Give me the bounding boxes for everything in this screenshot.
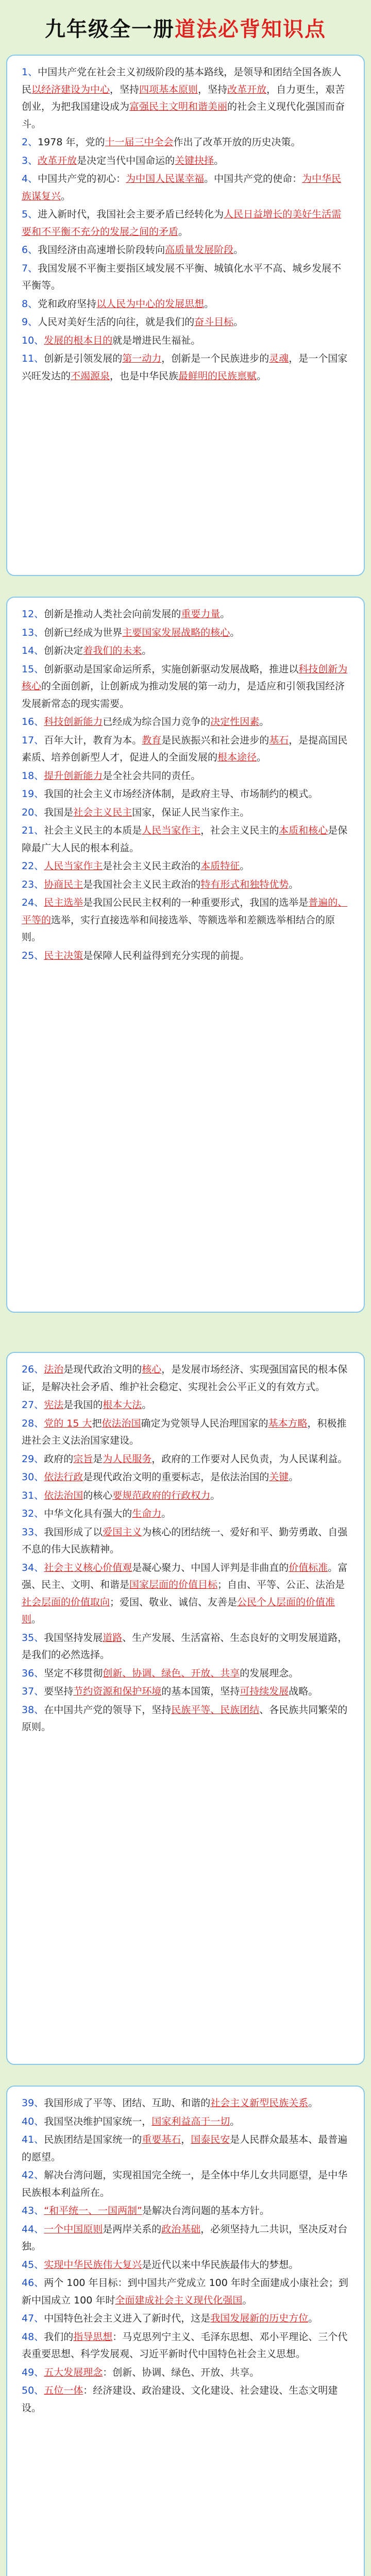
highlight-text: 指导思想 — [73, 2331, 113, 2343]
item-number: 6、 — [22, 244, 38, 256]
item-number: 36、 — [22, 1667, 44, 1679]
body-text: 。 — [178, 226, 189, 238]
highlight-text: 科技创新能力 — [44, 716, 103, 727]
item-number: 3、 — [22, 155, 38, 166]
knowledge-item — [22, 1560, 349, 1629]
highlight-text: 国泰民安 — [191, 2134, 230, 2145]
knowledge-item — [22, 171, 349, 205]
item-number: 10、 — [22, 334, 44, 346]
highlight-text: 为人民服务 — [103, 1453, 152, 1465]
body-text: 是保障人民利益得到充分实现的前提。 — [83, 950, 250, 961]
highlight-text: 不竭源泉 — [71, 370, 110, 382]
body-text: 1978 年，党的 — [38, 137, 105, 148]
highlight-text: 公民个人层面的价值准则 — [22, 1596, 335, 1625]
highlight-text: 普遍的、平等的 — [22, 897, 348, 926]
page-title — [0, 0, 371, 55]
body-text: 创新已经成为世界 — [44, 626, 123, 638]
knowledge-item — [22, 894, 349, 946]
highlight-text: 着我们的未来 — [83, 645, 142, 656]
knowledge-item — [22, 2113, 349, 2131]
item-number: 2、 — [22, 137, 38, 148]
item-number: 49、 — [22, 2366, 44, 2378]
highlight-text: 基石 — [269, 734, 289, 746]
body-text: ；爱国、敬业、诚信、友善是 — [110, 1596, 238, 1608]
highlight-text: 人民日益增长的美好生活需要和不平衡不充分的发展之间的矛盾 — [22, 209, 342, 238]
knowledge-item — [22, 64, 349, 133]
body-text: ，是发展市场经济、实现强国富民的根本保证，是解决社会矛盾、维护社会稳定、实现社会公平正义的有效方式。 — [22, 1364, 348, 1393]
body-text: 中国共产党在社会主义初级阶段的基本路线，是领导和团结全国各族人民 — [22, 66, 342, 95]
body-text: 就是增进民生福祉。 — [112, 334, 201, 346]
highlight-text: 一个中国原则 — [44, 2223, 103, 2235]
body-text: 我国形成了平等、团结、互助、和谐的 — [44, 2097, 211, 2109]
body-text: ：马克思列宁主义、毛泽东思想、邓小平理论、三个代表重要思想、科学发展观、习近平新时代中国特色社会主义思想。 — [22, 2331, 348, 2360]
body-text: ，创新是一个民族进步的 — [161, 353, 269, 364]
body-text: 创新决定 — [44, 645, 83, 656]
body-text: 为核心的团结统一、爱好和平、勤劳勇敢、自强不息的伟大民族精神。 — [22, 1526, 348, 1555]
highlight-text: 人民当家作主 — [142, 825, 201, 836]
body-text: 。 — [220, 608, 230, 620]
knowledge-card-1 — [6, 55, 365, 576]
item-number: 30、 — [22, 1471, 44, 1483]
item-number: 7、 — [22, 262, 38, 274]
item-number: 38、 — [22, 1704, 44, 1716]
highlight-text: 节约资源和保护环境 — [73, 1686, 162, 1697]
knowledge-card-2 — [6, 597, 365, 1313]
body-text: ，坚持 — [110, 83, 140, 95]
item-number: 47、 — [22, 2313, 44, 2324]
knowledge-item — [22, 804, 349, 822]
item-number: 23、 — [22, 878, 44, 890]
knowledge-item — [22, 2382, 349, 2417]
body-text: ， — [181, 2134, 191, 2145]
body-text: ；自由、平等、公正、法治是 — [217, 1579, 345, 1590]
item-number: 20、 — [22, 806, 44, 818]
item-number: 42、 — [22, 2170, 44, 2181]
highlight-text: 国家利益高于一切 — [151, 2115, 230, 2127]
highlight-text: 依法治国 — [44, 1489, 83, 1501]
item-number: 26、 — [22, 1364, 44, 1375]
item-number: 39、 — [22, 2097, 44, 2109]
body-text: ，也是中华民族 — [110, 370, 179, 382]
item-number: 31、 — [22, 1489, 44, 1501]
highlight-text: 改革开放 — [38, 155, 77, 166]
highlight-text: 富强民主文明和谐美丽 — [129, 101, 228, 112]
knowledge-item — [22, 206, 349, 241]
item-number: 33、 — [22, 1526, 44, 1538]
highlight-text: 宪法 — [44, 1399, 64, 1411]
body-text: ，是提高国民素质、培养创新型人才，促进人的全面发展的 — [22, 734, 348, 763]
knowledge-item — [22, 314, 349, 331]
item-number: 1、 — [22, 66, 38, 78]
body-text: 是现代政治文明的重要标志，是依法治国的 — [83, 1471, 269, 1483]
highlight-text: 为中国人民谋幸福 — [126, 173, 205, 184]
body-text: 要坚持 — [44, 1686, 74, 1697]
knowledge-card-3 — [6, 1352, 365, 2065]
item-number: 12、 — [22, 608, 44, 620]
body-text: 我国坚持发展 — [44, 1632, 103, 1643]
body-text: 中国共产党的初心： — [38, 173, 126, 184]
knowledge-item — [22, 2221, 349, 2256]
body-text: 国家，保证人民当家作主。 — [132, 806, 250, 818]
item-list — [22, 2095, 349, 2417]
knowledge-item — [22, 858, 349, 875]
highlight-text: 灵魂 — [269, 353, 289, 364]
highlight-text: 发展的根本目的 — [44, 334, 113, 346]
body-text: ，是一个国家兴旺发达的 — [22, 353, 348, 382]
knowledge-item — [22, 1524, 349, 1558]
body-text: 。 — [142, 1399, 152, 1411]
item-list — [22, 606, 349, 964]
highlight-text: 民族平等、民族团结 — [171, 1704, 260, 1716]
knowledge-item — [22, 1487, 349, 1505]
body-text: 已经成为综合国力竞争的 — [103, 716, 211, 727]
item-number: 9、 — [22, 316, 38, 328]
knowledge-item — [22, 876, 349, 894]
highlight-text: 创新、协调、绿色、开放、共享 — [103, 1667, 240, 1679]
item-list — [22, 1361, 349, 1736]
body-text: 是人民群众最基本、最普遍的愿望。 — [22, 2134, 348, 2163]
body-text: ：创新、协调、绿色、开放、共享。 — [103, 2366, 260, 2378]
body-text: 。 — [289, 878, 299, 890]
body-text: 是我国社会主义民主政治的 — [83, 878, 201, 890]
item-number: 13、 — [22, 626, 44, 638]
knowledge-item — [22, 624, 349, 642]
item-number: 4、 — [22, 173, 38, 184]
highlight-text: 党的 15 大 — [44, 1417, 92, 1429]
highlight-text: 重要基石 — [142, 2134, 181, 2145]
knowledge-item — [22, 1361, 349, 1396]
highlight-text: 本质和核心 — [279, 825, 328, 836]
body-text: 我国是 — [44, 806, 74, 818]
highlight-text: 人民当家作主 — [44, 860, 103, 872]
item-number: 27、 — [22, 1399, 44, 1411]
body-text: 民族团结是国家统一的 — [44, 2134, 142, 2145]
item-number: 46、 — [22, 2277, 44, 2289]
highlight-text: 重要力量 — [181, 608, 221, 620]
highlight-text: 法治 — [44, 1364, 64, 1375]
knowledge-item — [22, 768, 349, 785]
body-text: 解决台湾问题，实现祖国完全统一，是全体中华儿女共同愿望，是中华民族根本利益所在。 — [22, 2170, 348, 2198]
body-text: 作出了改革开放的历史决策。 — [173, 137, 301, 148]
body-text: 我国经济由高速增长阶段转向 — [38, 244, 165, 256]
item-number: 21、 — [22, 825, 44, 836]
knowledge-item — [22, 1505, 349, 1523]
knowledge-item — [22, 786, 349, 803]
knowledge-item — [22, 2095, 349, 2112]
body-text: 。 — [308, 2097, 318, 2109]
knowledge-item — [22, 1397, 349, 1414]
item-number: 37、 — [22, 1686, 44, 1697]
highlight-text: 根本大法 — [103, 1399, 142, 1411]
body-text: 。 — [289, 1471, 299, 1483]
item-number: 22、 — [22, 860, 44, 872]
body-text: 。 — [242, 2294, 252, 2306]
body-text: 人民对美好生活的向往，就是我们的 — [38, 316, 195, 328]
highlight-text: 社会主义新型民族关系 — [210, 2097, 309, 2109]
highlight-text: 基本方略 — [268, 1417, 308, 1429]
knowledge-item — [22, 822, 349, 857]
highlight-text: 社会主义核心价值观 — [44, 1562, 132, 1573]
item-number: 18、 — [22, 770, 44, 782]
body-text: 选举，实行直接选举和间接选举、等额选举和差额选举相结合的原则。 — [22, 914, 335, 943]
highlight-text: 本质特征 — [200, 860, 240, 872]
knowledge-item — [22, 2364, 349, 2382]
highlight-text: 道路 — [103, 1632, 123, 1643]
knowledge-item — [22, 1469, 349, 1486]
knowledge-item — [22, 2275, 349, 2309]
item-number: 15、 — [22, 663, 44, 675]
knowledge-item — [22, 1665, 349, 1683]
highlight-text: 主要国家发展战略的核心 — [122, 626, 230, 638]
knowledge-item — [22, 1451, 349, 1468]
body-text: 。 — [161, 1508, 172, 1519]
body-text: 的核心 — [83, 1489, 113, 1501]
knowledge-item — [22, 1630, 349, 1664]
body-text: 。 — [230, 2115, 240, 2127]
highlight-text: 高质量发展阶段 — [165, 244, 234, 256]
item-number: 11、 — [22, 353, 44, 364]
knowledge-item — [22, 2167, 349, 2201]
body-text: 的发展理念。 — [240, 1667, 299, 1679]
highlight-text: 我国发展新的历史方位 — [210, 2313, 309, 2324]
knowledge-item — [22, 152, 349, 170]
highlight-text: 依法治国 — [102, 1417, 141, 1429]
body-text: ，自力更生，艰苦创业，为把我国建设成为 — [22, 83, 345, 112]
title-part1: 九年级全一册 — [45, 17, 175, 41]
body-text: 我国的社会主义市场经济体制，是政府主导、市场制约的模式。 — [44, 788, 318, 800]
knowledge-item — [22, 2131, 349, 2166]
body-text: 是保障最广大人民的根本利益。 — [22, 825, 348, 854]
item-number: 45、 — [22, 2259, 44, 2270]
highlight-text: 特有形式和独特优势 — [200, 878, 289, 890]
body-text: 。中国共产党的使命： — [204, 173, 302, 184]
body-text: 。 — [214, 155, 224, 166]
item-number: 44、 — [22, 2223, 44, 2235]
highlight-text: 关键抉择 — [175, 155, 214, 166]
highlight-text: 以经济建设为中心 — [31, 83, 110, 95]
body-text: 我国坚决维护国家统一， — [44, 2115, 152, 2127]
body-text: ：经济建设、政治建设、文化建设、社会建设、生态文明建设。 — [22, 2385, 338, 2414]
highlight-text: 十一届三中全会 — [105, 137, 174, 148]
knowledge-item — [22, 732, 349, 767]
highlight-text: 全面建成社会主义现代化强国 — [115, 2294, 243, 2306]
highlight-text: 奋斗目标 — [194, 316, 234, 328]
item-number: 43、 — [22, 2205, 44, 2216]
body-text: 确定为党领导人民治理国家的 — [141, 1417, 268, 1429]
body-text: 是民族振兴和社会进步的 — [161, 734, 269, 746]
body-text: 。富强、民主、文明、和谐是 — [22, 1562, 348, 1590]
body-text: 。 — [204, 298, 214, 310]
knowledge-item — [22, 2257, 349, 2274]
body-text: 。 — [210, 1489, 221, 1501]
item-number: 41、 — [22, 2134, 44, 2145]
body-text: 。 — [259, 716, 269, 727]
body-text: 是现代政治文明的 — [63, 1364, 142, 1375]
body-text: 。 — [233, 316, 244, 328]
body-text: 两个 100 年目标：到中国共产党成立 100 年时全面建成小康社会；到新中国成立 100 年时 — [22, 2277, 348, 2306]
body-text: 是决定当代中国命运的 — [77, 155, 175, 166]
item-number: 34、 — [22, 1562, 44, 1573]
item-number: 24、 — [22, 897, 44, 908]
body-text: 中华文化具有强大的 — [44, 1508, 132, 1519]
body-text: 。 — [230, 626, 240, 638]
body-text: 的社会主义现代化强国而奋斗。 — [22, 101, 345, 130]
item-number: 14、 — [22, 645, 44, 656]
body-text: 我国形成了以 — [44, 1526, 103, 1538]
highlight-text: 协商民主 — [44, 878, 83, 890]
knowledge-item — [22, 1415, 349, 1450]
body-text: 创新驱动是国家命运所系，实施创新驱动发展战略，推进以 — [44, 663, 299, 675]
body-text: 战略。 — [289, 1686, 318, 1697]
highlight-text: 最鲜明的民族禀赋 — [178, 370, 257, 382]
body-text: 。 — [308, 2313, 318, 2324]
body-text: 把 — [92, 1417, 102, 1429]
body-text: ，积极推进社会主义法治国家建设。 — [22, 1417, 347, 1446]
body-text: 社会主义民主的本质是 — [44, 825, 142, 836]
body-text: ，政府的工作要对人民负责，为人民谋利益。 — [151, 1453, 348, 1465]
body-text: 的全面创新，让创新成为推动发展的第一动力，是适应和引领我国经济发展新常态的现实需要。 — [22, 681, 345, 709]
body-text: 。 — [233, 244, 244, 256]
highlight-text: 根本途径 — [217, 752, 257, 763]
body-text: 、各民族共同繁荣的原则。 — [22, 1704, 348, 1733]
knowledge-card-4 — [6, 2086, 365, 2576]
item-number: 29、 — [22, 1453, 44, 1465]
body-text: 。 — [31, 1614, 42, 1625]
highlight-text: 实现中华民族伟大复兴 — [44, 2259, 142, 2270]
highlight-text: 价值标准 — [289, 1562, 328, 1573]
highlight-text: 民主决策 — [44, 950, 83, 961]
body-text: 的基本国策，坚持 — [161, 1686, 240, 1697]
highlight-text: “和平统一、一国两制” — [44, 2205, 142, 2216]
body-text: 是全社会共同的责任。 — [103, 770, 201, 782]
highlight-text: 爱国主义 — [103, 1526, 142, 1538]
knowledge-item — [22, 642, 349, 660]
body-text: 。 — [240, 860, 250, 872]
highlight-text: 决定性因素 — [210, 716, 260, 727]
body-text: 。 — [142, 645, 152, 656]
body-text: 百年大计，教育为本。 — [44, 734, 142, 746]
item-number: 28、 — [22, 1417, 44, 1429]
highlight-text: 提升创新能力 — [44, 770, 103, 782]
highlight-text: 可持续发展 — [240, 1686, 289, 1697]
knowledge-item — [22, 606, 349, 623]
highlight-text: 依法行政 — [44, 1471, 83, 1483]
body-text: 是近代以来中华民族最伟大的梦想。 — [142, 2259, 299, 2270]
highlight-text: 宗旨 — [73, 1453, 93, 1465]
highlight-text: 政治基础 — [161, 2223, 201, 2235]
item-number: 19、 — [22, 788, 44, 800]
highlight-text: 民主选举 — [44, 897, 83, 908]
highlight-text: 核心 — [142, 1364, 162, 1375]
item-number: 50、 — [22, 2385, 44, 2396]
highlight-text: 科技创新为核心 — [22, 663, 348, 692]
knowledge-item — [22, 332, 349, 350]
highlight-text: 关键 — [269, 1471, 289, 1483]
highlight-text: 五大发展理念 — [44, 2366, 103, 2378]
body-text: 是解决台湾问题的基本方针。 — [142, 2205, 269, 2216]
knowledge-item — [22, 242, 349, 259]
knowledge-item — [22, 2310, 349, 2328]
body-text: 坚定不移贯彻 — [44, 1667, 103, 1679]
highlight-text: 以人民为中心的发展思想 — [96, 298, 205, 310]
knowledge-item — [22, 661, 349, 713]
item-number: 17、 — [22, 734, 44, 746]
highlight-text: 第一动力 — [122, 353, 162, 364]
item-number: 16、 — [22, 716, 44, 727]
body-text: 是我国公民民主权利的一种重要形式，我国的选举是 — [83, 897, 309, 908]
knowledge-item — [22, 2329, 349, 2363]
knowledge-item — [22, 2202, 349, 2220]
item-number: 8、 — [22, 298, 38, 310]
body-text: 在中国共产党的领导下，坚持 — [44, 1704, 172, 1716]
knowledge-item — [22, 1683, 349, 1701]
highlight-text: 国家层面的价值目标 — [129, 1579, 218, 1590]
highlight-text: 五位一体 — [44, 2385, 83, 2396]
knowledge-item — [22, 260, 349, 295]
highlight-text: 社会层面的价值取向 — [22, 1596, 110, 1608]
highlight-text: 社会主义民主 — [73, 806, 132, 818]
body-text: 政府的 — [44, 1453, 74, 1465]
item-list — [22, 64, 349, 385]
knowledge-item — [22, 134, 349, 151]
body-text: 。 — [257, 370, 267, 382]
body-text: 是 — [93, 1453, 103, 1465]
highlight-text: 教育 — [142, 734, 162, 746]
knowledge-item — [22, 714, 349, 731]
body-text: 创新是推动人类社会向前发展的 — [44, 608, 181, 620]
knowledge-item — [22, 296, 349, 313]
highlight-text: 为中华民族谋复兴 — [22, 173, 342, 202]
body-text: 进入新时代，我国社会主要矛盾已经转化为 — [38, 209, 224, 220]
knowledge-item — [22, 947, 349, 965]
body-text: 。 — [257, 752, 267, 763]
body-text: 是两岸关系的 — [103, 2223, 162, 2235]
item-number: 48、 — [22, 2331, 44, 2343]
body-text: 是我国的 — [63, 1399, 103, 1411]
highlight-text: 生命力 — [132, 1508, 162, 1519]
body-text: ，社会主义民主的 — [200, 825, 279, 836]
body-text: 中国特色社会主义进入了新时代，这是 — [44, 2313, 211, 2324]
highlight-text: 要规范政府的行政权力 — [112, 1489, 211, 1501]
item-number: 5、 — [22, 209, 38, 220]
body-text: 我们的 — [44, 2331, 74, 2343]
body-text: 我国发展不平衡主要指区域发展不平衡、城镇化水平不高、城乡发展不平衡等。 — [22, 262, 342, 291]
item-number: 40、 — [22, 2115, 44, 2127]
body-text: 、生产发展、生活富裕、生态良好的文明发展道路，是我们的必然选择。 — [22, 1632, 348, 1660]
knowledge-item — [22, 1702, 349, 1736]
item-number: 32、 — [22, 1508, 44, 1519]
title-part2: 道法必背知识点 — [175, 17, 326, 41]
body-text: 创新是引领发展的 — [44, 353, 123, 364]
body-text: 是凝心聚力、中国人评判是非曲直的 — [132, 1562, 289, 1573]
body-text: 是社会主义民主政治的 — [103, 860, 201, 872]
highlight-text: 改革开放 — [227, 83, 267, 95]
knowledge-item — [22, 350, 349, 385]
item-number: 25、 — [22, 950, 44, 961]
body-text: ，必须坚持九二共识，坚决反对台独。 — [22, 2223, 348, 2252]
highlight-text: 四项基本原则 — [139, 83, 198, 95]
body-text: 党和政府坚持 — [38, 298, 97, 310]
body-text: ，坚持 — [198, 83, 228, 95]
item-number: 35、 — [22, 1632, 44, 1643]
body-text: 。 — [61, 190, 71, 202]
